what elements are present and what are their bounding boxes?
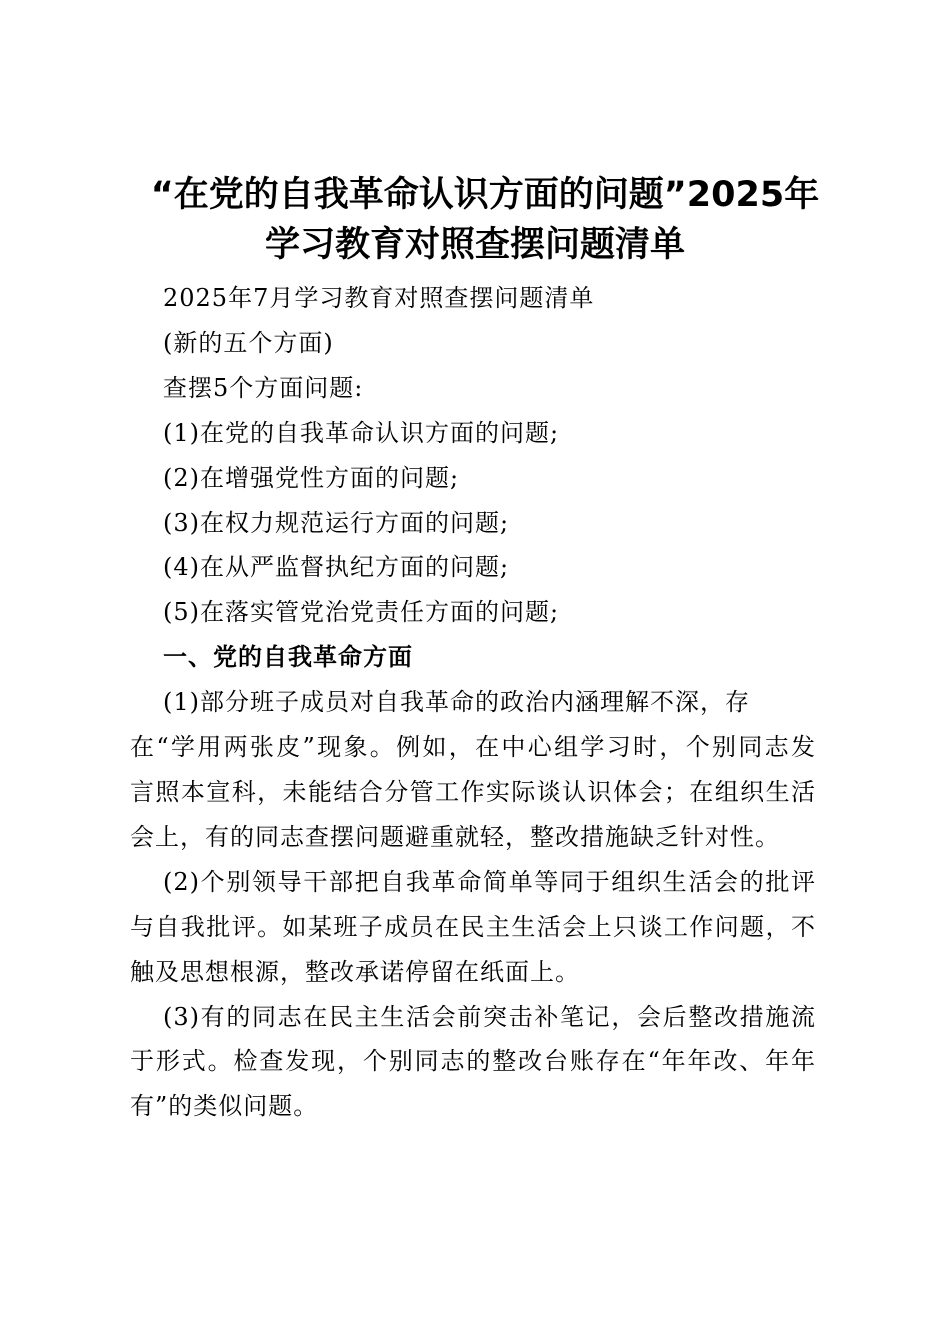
paragraph-line: 有”的类似问题。 — [130, 1092, 319, 1121]
document-title-line-2: 学习教育对照查摆问题清单 — [264, 225, 685, 265]
list-item: (3)在权力规范运行方面的问题; — [163, 508, 510, 537]
paragraph — [130, 680, 830, 860]
list-item: (2)在增强党性方面的问题; — [163, 463, 460, 492]
paragraph-line: 在“学用两张皮”现象。例如，在中心组学习时，个别同志发 — [130, 733, 816, 762]
lead-text: 查摆5个方面问题: — [163, 373, 364, 402]
document-title-line-1: “在党的自我革命认识方面的问题”2025年 — [150, 175, 820, 215]
paragraph — [130, 995, 830, 1130]
subtitle: 2025年7月学习教育对照查摆问题清单 — [163, 284, 595, 312]
paragraph-line: 触及思想根源，整改承诺停留在纸面上。 — [130, 957, 580, 986]
list-item: (5)在落实管党治党责任方面的问题; — [163, 598, 560, 627]
paragraph — [130, 860, 830, 995]
list-item: (1)在党的自我革命认识方面的问题; — [163, 418, 560, 447]
paragraph-line: (2)个别领导干部把自我革命简单等同于组织生活会的批评 — [163, 867, 816, 896]
paragraph-line: 会上，有的同志查摆问题避重就轻，整改措施缺乏针对性。 — [130, 822, 780, 851]
paragraph-line: 与自我批评。如某班子成员在民主生活会上只谈工作问题，不 — [130, 912, 816, 941]
paragraph-line: (3)有的同志在民主生活会前突击补笔记，会后整改措施流 — [163, 1002, 816, 1031]
paragraph-line: (1)部分班子成员对自我革命的政治内涵理解不深，存 — [163, 688, 750, 717]
list-item: (4)在从严监督执纪方面的问题; — [163, 553, 510, 582]
section-heading: 一、党的自我革命方面 — [163, 643, 413, 672]
paragraph-line: 于形式。检查发现，个别同志的整改台账存在“年年改、年年 — [130, 1047, 816, 1076]
paragraph-line: 言照本宣科，未能结合分管工作实际谈认识体会；在组织生活 — [130, 777, 816, 806]
document-body — [130, 276, 830, 1129]
note: (新的五个方面) — [163, 328, 334, 357]
